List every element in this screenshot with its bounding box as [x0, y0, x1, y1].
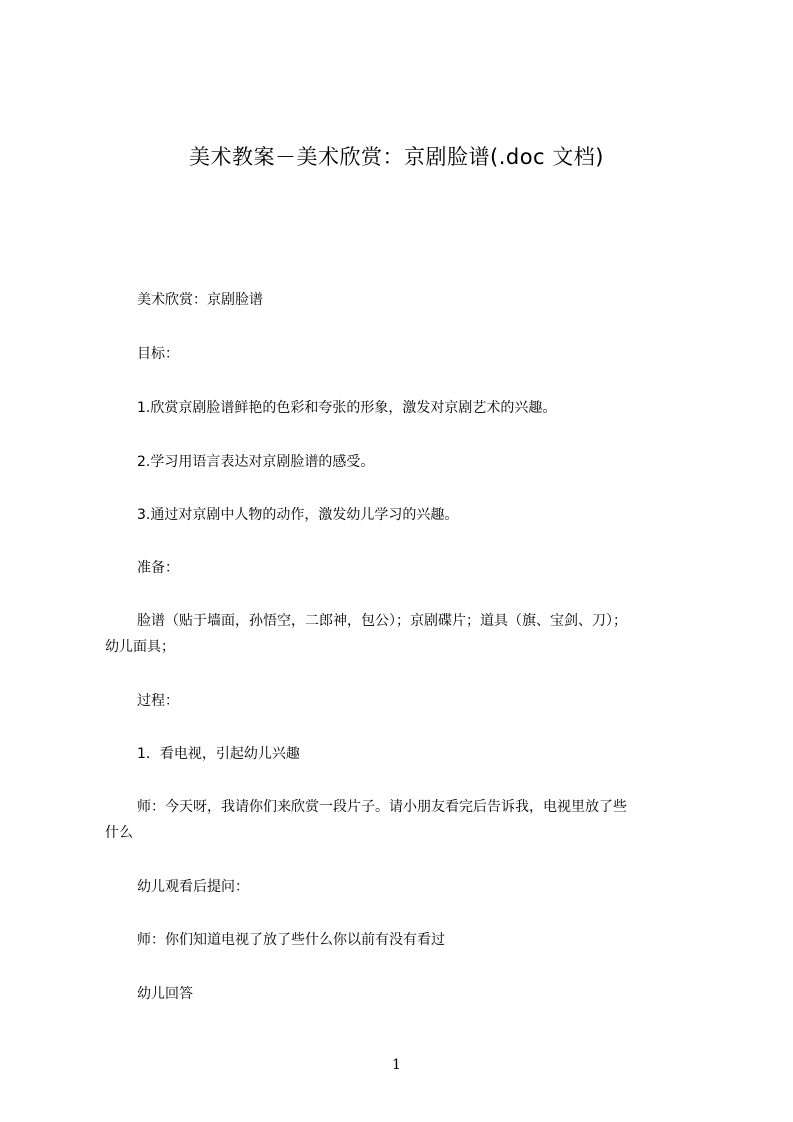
teacher-intro-line-1: 师：今天呀，我请你们来欣赏一段片子。请小朋友看完后告诉我，电视里放了些: [137, 799, 627, 815]
paragraph-preparation-items: [105, 610, 705, 658]
paragraph-goals-heading: 目标：: [137, 346, 179, 362]
paragraph-children-answer: 幼儿回答: [137, 986, 193, 1002]
paragraph-process-heading: 过程：: [137, 693, 179, 709]
paragraph-subject: 美术欣赏：京剧脸谱: [137, 292, 263, 308]
teacher-intro-line-2: 什么: [105, 825, 133, 841]
paragraph-goal-1: 1.欣赏京剧脸谱鲜艳的色彩和夸张的形象，激发对京剧艺术的兴趣。: [137, 400, 557, 416]
preparation-line-2: 幼儿面具；: [105, 639, 175, 655]
paragraph-teacher-question: 师：你们知道电视了放了些什么你以前有没有看过: [137, 932, 445, 948]
paragraph-teacher-intro: [105, 796, 705, 844]
paragraph-goal-3: 3.通过对京剧中人物的动作，激发幼儿学习的兴趣。: [137, 507, 459, 523]
paragraph-question-prompt: 幼儿观看后提问：: [137, 879, 249, 895]
paragraph-preparation-heading: 准备：: [137, 560, 179, 576]
paragraph-step-1: 1．看电视，引起幼儿兴趣: [137, 746, 300, 762]
preparation-line-1: 脸谱（贴于墙面，孙悟空，二郎神，包公）；京剧碟片；道具（旗、宝剑、刀）；: [137, 613, 627, 629]
document-title: 美术教案－美术欣赏：京剧脸谱(.doc 文档): [189, 145, 604, 169]
page-number: 1: [392, 1057, 401, 1073]
paragraph-goal-2: 2.学习用语言表达对京剧脸谱的感受。: [137, 454, 375, 470]
